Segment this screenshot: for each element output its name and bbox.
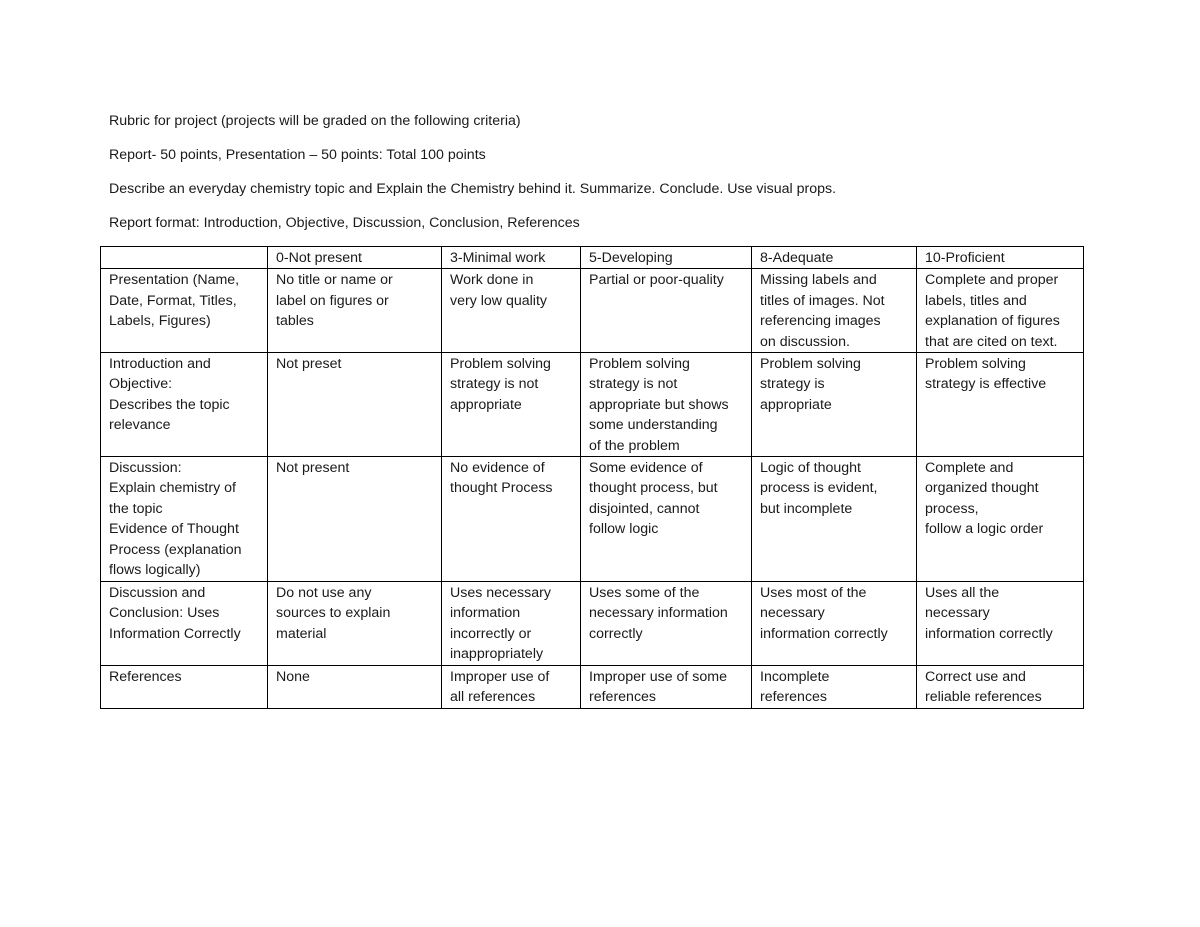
table-cell: Improper use of some references <box>581 665 752 708</box>
table-cell: Do not use any sources to explain material <box>268 582 442 666</box>
table-cell: Not preset <box>268 353 442 457</box>
rubric-heading: Rubric for project (projects will be graded on the following criteria) <box>109 113 521 129</box>
criterion-cell: References <box>101 665 268 708</box>
criterion-cell: Discussion and Conclusion: Uses Information Correctly <box>101 582 268 666</box>
table-cell: Uses necessary information incorrectly or inappropriately <box>442 582 581 666</box>
report-format-line: Report format: Introduction, Objective, Discussion, Conclusion, References <box>109 215 580 231</box>
header-cell-developing: 5-Developing <box>581 247 752 269</box>
header-cell-minimal-work: 3-Minimal work <box>442 247 581 269</box>
criterion-cell: Presentation (Name, Date, Format, Titles, Labels, Figures) <box>101 269 268 353</box>
table-row <box>101 665 1084 708</box>
header-cell-proficient: 10-Proficient <box>917 247 1084 269</box>
table-cell: Problem solving strategy is effective <box>917 353 1084 457</box>
table-cell: Logic of thought process is evident, but incomplete <box>752 457 917 582</box>
header-cell-adequate: 8-Adequate <box>752 247 917 269</box>
table-cell: Uses all the necessary information correctly <box>917 582 1084 666</box>
points-line: Report- 50 points, Presentation – 50 points: Total 100 points <box>109 147 486 163</box>
rubric-table <box>100 246 1084 709</box>
criterion-cell: Introduction and Objective: Describes the topic relevance <box>101 353 268 457</box>
table-row <box>101 269 1084 353</box>
header-cell-blank <box>101 247 268 269</box>
table-row <box>101 457 1084 582</box>
table-cell: Problem solving strategy is not appropriate <box>442 353 581 457</box>
table-row <box>101 353 1084 457</box>
table-cell: Complete and organized thought process, follow a logic order <box>917 457 1084 582</box>
table-cell: Correct use and reliable references <box>917 665 1084 708</box>
table-cell: Work done in very low quality <box>442 269 581 353</box>
table-header-row <box>101 247 1084 269</box>
table-cell: Incomplete references <box>752 665 917 708</box>
table-cell: Uses most of the necessary information correctly <box>752 582 917 666</box>
table-cell: No title or name or label on figures or tables <box>268 269 442 353</box>
table-cell: Complete and proper labels, titles and explanation of figures that are cited on text. <box>917 269 1084 353</box>
table-cell: No evidence of thought Process <box>442 457 581 582</box>
table-cell: Partial or poor-quality <box>581 269 752 353</box>
intro-section <box>109 112 1089 248</box>
table-cell: Some evidence of thought process, but disjointed, cannot follow logic <box>581 457 752 582</box>
table-row <box>101 582 1084 666</box>
table-cell: Problem solving strategy is not appropriate but shows some understanding of the problem <box>581 353 752 457</box>
assignment-description: Describe an everyday chemistry topic and Explain the Chemistry behind it. Summarize. Conclude. Use visual props. <box>109 181 837 197</box>
criterion-cell: Discussion: Explain chemistry of the topic Evidence of Thought Process (explanation flows logically) <box>101 457 268 582</box>
table-cell: Missing labels and titles of images. Not referencing images on discussion. <box>752 269 917 353</box>
table-cell: Problem solving strategy is appropriate <box>752 353 917 457</box>
header-cell-not-present: 0-Not present <box>268 247 442 269</box>
table-cell: None <box>268 665 442 708</box>
table-cell: Not present <box>268 457 442 582</box>
table-cell: Uses some of the necessary information correctly <box>581 582 752 666</box>
table-cell: Improper use of all references <box>442 665 581 708</box>
